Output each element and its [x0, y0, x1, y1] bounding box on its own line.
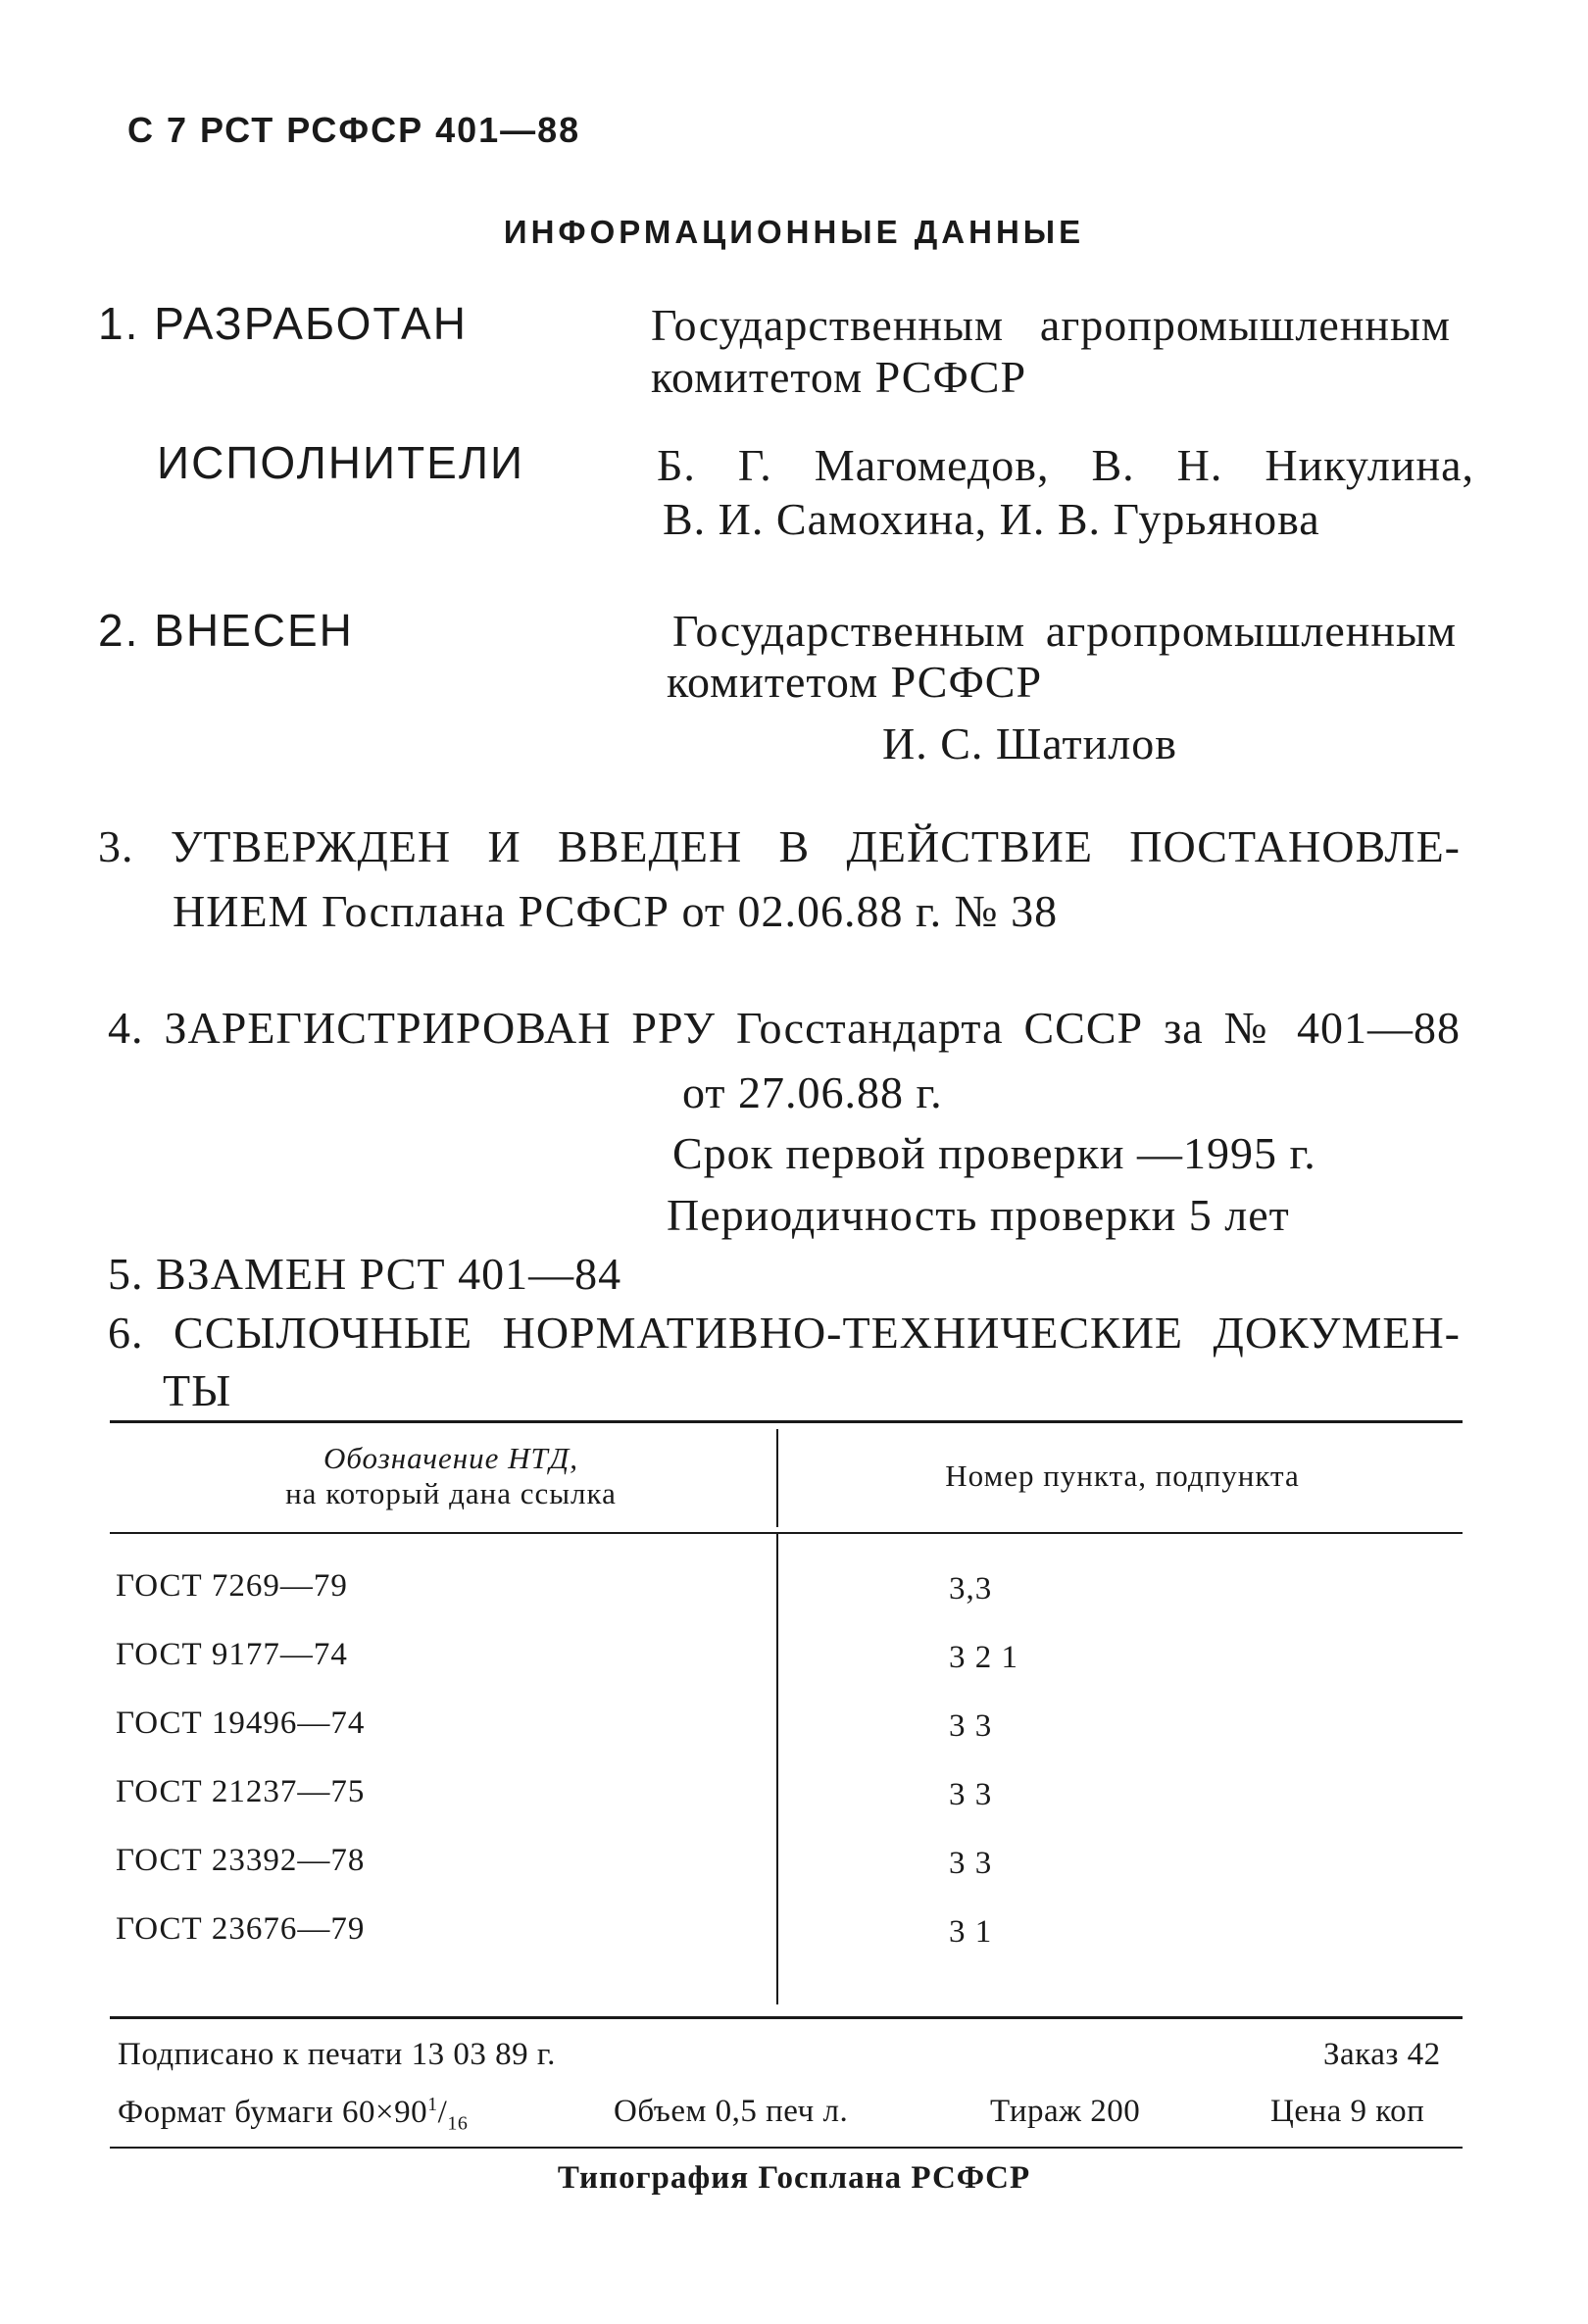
- imprint-bottom-rule: [110, 2147, 1463, 2149]
- table-header-designation-line1: Обозначение НТД,: [323, 1441, 579, 1475]
- introduced-org-line1: Государственным агропромышленным: [672, 606, 1457, 656]
- volume: Объем 0,5 печ л.: [614, 2094, 849, 2129]
- table-body-divider: [776, 1534, 778, 2004]
- table-top-rule: [110, 1420, 1463, 1423]
- introduced-label: 2. ВНЕСЕН: [98, 605, 354, 656]
- document-title: ИНФОРМАЦИОННЫЕ ДАННЫЕ: [503, 214, 1085, 250]
- imprint-top-rule: [110, 2016, 1463, 2019]
- printing-house: Типография Госплана РСФСР: [557, 2160, 1031, 2196]
- table-cell-clause: 3 3: [949, 1846, 993, 1881]
- developed-org-line1: Государственным агропромышленным: [651, 300, 1451, 350]
- order-number: Заказ 42: [1323, 2037, 1441, 2072]
- table-cell-clause: 3,3: [949, 1571, 993, 1607]
- table-cell-doc: ГОСТ 7269—79: [116, 1568, 348, 1604]
- signed-for-print: Подписано к печати 13 03 89 г.: [118, 2037, 556, 2072]
- paper-format-fraction-num: 1: [427, 2094, 438, 2115]
- executors-line2: В. И. Самохина, И. В. Гурьянова: [663, 494, 1320, 544]
- table-cell-clause: 3 3: [949, 1777, 993, 1812]
- introduced-person: И. С. Шатилов: [882, 718, 1177, 768]
- table-cell-doc: ГОСТ 19496—74: [116, 1706, 366, 1741]
- replaces-line: 5. ВЗАМЕН РСТ 401—84: [108, 1249, 622, 1299]
- developed-org-line2: комитетом РСФСР: [651, 352, 1027, 402]
- check-period: Периодичность проверки 5 лет: [667, 1190, 1290, 1240]
- executors-label: ИСПОЛНИТЕЛИ: [157, 437, 525, 488]
- developed-label: 1. РАЗРАБОТАН: [98, 298, 468, 349]
- table-cell-doc: ГОСТ 21237—75: [116, 1774, 366, 1809]
- table-header-rule: [110, 1532, 1463, 1534]
- paper-format-label: Формат бумаги 60×90: [118, 2095, 428, 2130]
- paper-format: Формат бумаги $60\times 90^1/_{16}$: [118, 2094, 469, 2135]
- table-header-designation: [147, 1441, 755, 1511]
- introduced-org-line2: комитетом РСФСР: [667, 657, 1043, 707]
- executors-line1: Б. Г. Магомедов, В. Н. Никулина,: [657, 440, 1474, 490]
- table-cell-doc: ГОСТ 23676—79: [116, 1911, 366, 1947]
- table-cell-doc: ГОСТ 9177—74: [116, 1637, 348, 1672]
- registered-line1: 4. ЗАРЕГИСТРИРОВАН РРУ Госстандарта СССР за № 401—88: [108, 1003, 1461, 1053]
- table-header-clause: Номер пункта, подпункта: [945, 1459, 1300, 1493]
- references-line2: ТЫ: [163, 1365, 232, 1415]
- approved-line2: НИЕМ Госплана РСФСР от 02.06.88 г. № 38: [173, 886, 1059, 936]
- table-cell-clause: 3 1: [949, 1914, 993, 1950]
- print-run: Тираж 200: [990, 2094, 1141, 2129]
- table-header-divider: [776, 1429, 778, 1527]
- approved-line1: 3. УТВЕРЖДЕН И ВВЕДЕН В ДЕЙСТВИЕ ПОСТАНОВЛЕ-: [98, 821, 1461, 871]
- registered-date: от 27.06.88 г.: [682, 1067, 943, 1117]
- references-line1: 6. ССЫЛОЧНЫЕ НОРМАТИВНО-ТЕХНИЧЕСКИЕ ДОКУМЕН-: [108, 1308, 1461, 1358]
- page-code: С 7 РСТ РСФСР 401—88: [127, 110, 581, 150]
- table-cell-clause: 3 3: [949, 1708, 993, 1744]
- table-cell-clause: 3 2 1: [949, 1640, 1018, 1675]
- price: Цена 9 коп: [1270, 2094, 1425, 2129]
- table-header-designation-line2: на который дана ссылка: [285, 1476, 617, 1510]
- table-cell-doc: ГОСТ 23392—78: [116, 1843, 366, 1878]
- first-check-deadline: Срок первой проверки —1995 г.: [672, 1128, 1316, 1178]
- paper-format-fraction-den: 16: [447, 2112, 469, 2135]
